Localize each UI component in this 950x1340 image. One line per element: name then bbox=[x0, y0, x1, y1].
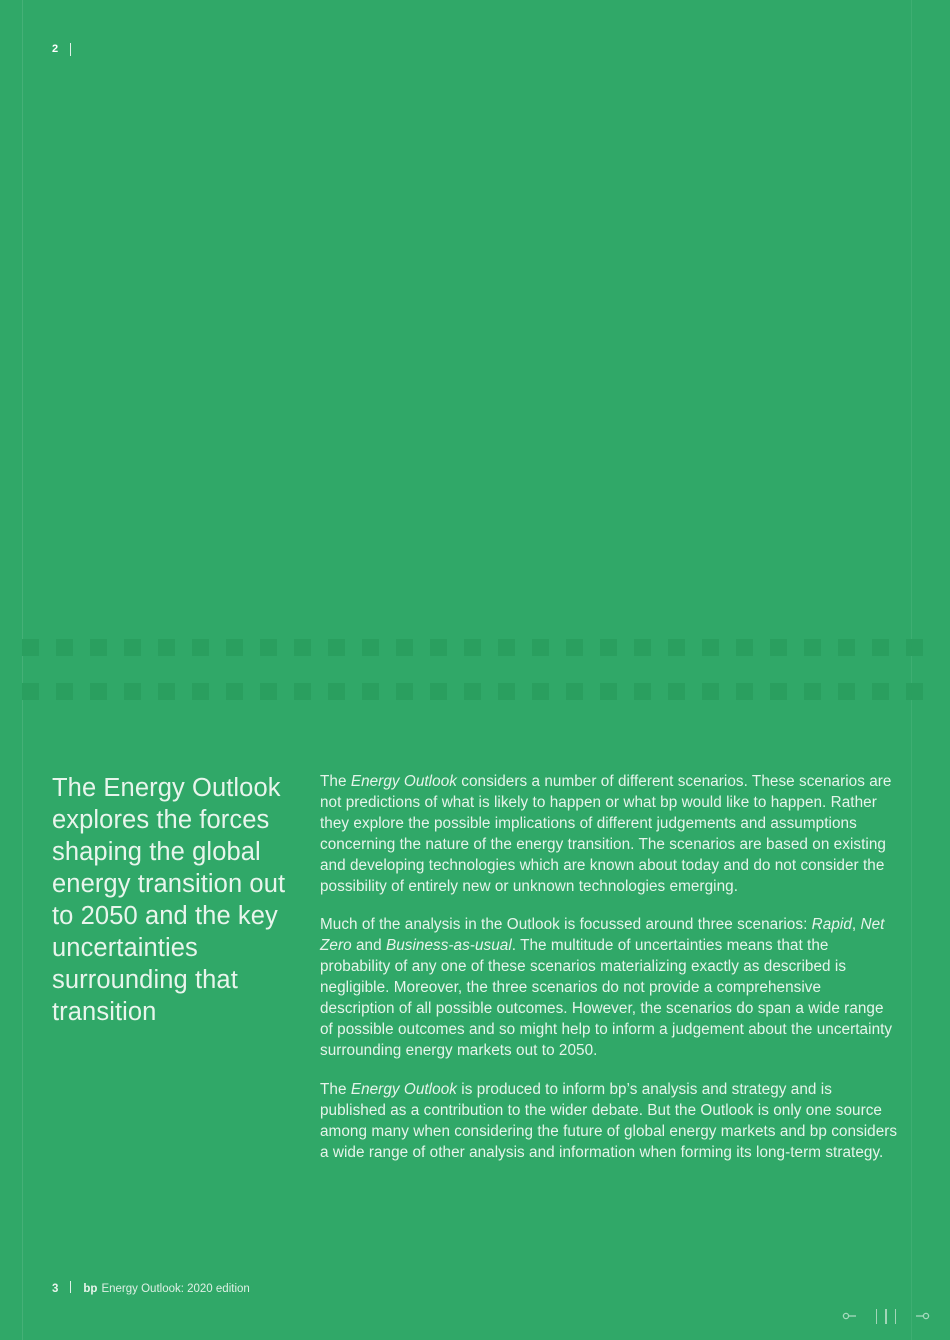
previous-page-icon[interactable] bbox=[840, 1309, 862, 1323]
decorative-square bbox=[260, 683, 277, 700]
next-page-icon[interactable] bbox=[910, 1309, 932, 1323]
decorative-square bbox=[396, 639, 413, 656]
body-paragraph-1 bbox=[320, 772, 898, 897]
p3-italic-title: Energy Outlook bbox=[350, 1080, 457, 1098]
decorative-square-row bbox=[22, 639, 928, 656]
decorative-square bbox=[668, 683, 685, 700]
decorative-square bbox=[396, 683, 413, 700]
decorative-square bbox=[22, 639, 39, 656]
decorative-square bbox=[328, 683, 345, 700]
decorative-square bbox=[838, 639, 855, 656]
decorative-square bbox=[430, 639, 447, 656]
decorative-square bbox=[634, 639, 651, 656]
decorative-square bbox=[192, 639, 209, 656]
decorative-square bbox=[906, 683, 923, 700]
body-column bbox=[320, 772, 898, 1163]
decorative-square bbox=[702, 639, 719, 656]
decorative-square bbox=[804, 639, 821, 656]
footer-divider bbox=[70, 1281, 71, 1293]
decorative-square bbox=[532, 639, 549, 656]
decorative-square bbox=[124, 639, 141, 656]
p3-text-a: The bbox=[320, 1080, 351, 1098]
decorative-square bbox=[770, 683, 787, 700]
decorative-square bbox=[362, 683, 379, 700]
top-marker-divider bbox=[70, 43, 71, 56]
decorative-square bbox=[328, 639, 345, 656]
decorative-square bbox=[498, 683, 515, 700]
page-content bbox=[52, 772, 898, 1163]
decorative-square bbox=[464, 639, 481, 656]
decorative-square-row bbox=[22, 683, 928, 700]
decorative-square bbox=[158, 639, 175, 656]
decorative-square bbox=[770, 639, 787, 656]
decorative-square bbox=[498, 639, 515, 656]
top-page-marker bbox=[52, 40, 71, 58]
decorative-square bbox=[906, 639, 923, 656]
decorative-square bbox=[90, 683, 107, 700]
p2-text-a: Much of the analysis in the Outlook is focussed around three scenarios: bbox=[320, 916, 812, 934]
decorative-square bbox=[566, 683, 583, 700]
body-paragraph-2 bbox=[320, 915, 898, 1061]
page-bar bbox=[876, 1309, 878, 1324]
decorative-square bbox=[804, 683, 821, 700]
decorative-square bbox=[464, 683, 481, 700]
viewer-navigation[interactable] bbox=[840, 1306, 933, 1326]
decorative-square bbox=[56, 639, 73, 656]
decorative-square bbox=[158, 683, 175, 700]
top-page-number: 2 bbox=[52, 42, 59, 55]
decorative-square bbox=[566, 639, 583, 656]
decorative-square bbox=[532, 683, 549, 700]
p2-text-b: . The multitude of uncertainties means that the probability of any one of these scenarios materializing exactly as described is negligible. Moreover, the three scenarios do not provide a comprehensive description of all possible outcomes. However, the scenarios do span a wide range of possible outcomes and so might help to inform a judgement about the uncertainty surrounding energy markets out to 2050. bbox=[320, 937, 893, 1059]
p1-text-a: The bbox=[320, 773, 351, 790]
page-bar bbox=[885, 1309, 887, 1324]
p2-scenario-net-zero: Net Zero bbox=[320, 916, 885, 955]
decorative-square bbox=[226, 639, 243, 656]
decorative-square bbox=[736, 639, 753, 656]
decorative-square bbox=[600, 683, 617, 700]
decorative-square-band bbox=[22, 639, 928, 709]
p3-text-b: is produced to inform bp’s analysis and strategy and is published as a contribution to the wider debate. But the Outlook is only one source among many when considering the future of global energy markets and bp considers a wide range of other analysis and information when forming its long-term strategy. bbox=[320, 1080, 898, 1161]
page-headline: The Energy Outlook explores the forces shaping the global energy transition out to 2050 and the key uncertainties surrounding that transition bbox=[52, 774, 286, 1026]
decorative-square bbox=[600, 639, 617, 656]
p2-scenario-business-as-usual: Business-as-usual bbox=[385, 937, 512, 955]
decorative-square bbox=[22, 683, 39, 700]
decorative-square bbox=[124, 683, 141, 700]
page-separator-bars bbox=[872, 1309, 901, 1324]
decorative-square bbox=[430, 683, 447, 700]
page-footer bbox=[52, 1280, 250, 1296]
p2-sep-1: , bbox=[851, 916, 861, 934]
p1-text-b: considers a number of different scenarios. These scenarios are not predictions of what is likely to happen or what bp would like to happen. Rather they explore the possible implications of different judgements and assumptions concerning the nature of the energy transition. The scenarios are based on existing and developing technologies which are known about today and do not consider the possibility of entirely new or unknown technologies emerging. bbox=[320, 773, 892, 895]
decorative-square bbox=[226, 683, 243, 700]
decorative-square bbox=[872, 683, 889, 700]
decorative-square bbox=[260, 639, 277, 656]
p2-sep-2: and bbox=[351, 937, 386, 955]
decorative-square bbox=[192, 683, 209, 700]
decorative-square bbox=[294, 639, 311, 656]
p1-italic-title: Energy Outlook bbox=[350, 773, 457, 790]
decorative-square bbox=[872, 639, 889, 656]
decorative-square bbox=[634, 683, 651, 700]
footer-document-title: Energy Outlook: 2020 edition bbox=[101, 1283, 250, 1295]
decorative-square bbox=[90, 639, 107, 656]
decorative-square bbox=[56, 683, 73, 700]
footer-page-number: 3 bbox=[52, 1283, 59, 1295]
decorative-square bbox=[294, 683, 311, 700]
p2-scenario-rapid: Rapid bbox=[811, 916, 852, 934]
page-bar bbox=[895, 1309, 897, 1324]
decorative-square bbox=[668, 639, 685, 656]
decorative-square bbox=[702, 683, 719, 700]
body-paragraph-3 bbox=[320, 1080, 898, 1164]
decorative-square bbox=[736, 683, 753, 700]
decorative-square bbox=[838, 683, 855, 700]
decorative-square bbox=[362, 639, 379, 656]
bp-logo-text: bp bbox=[83, 1283, 98, 1295]
